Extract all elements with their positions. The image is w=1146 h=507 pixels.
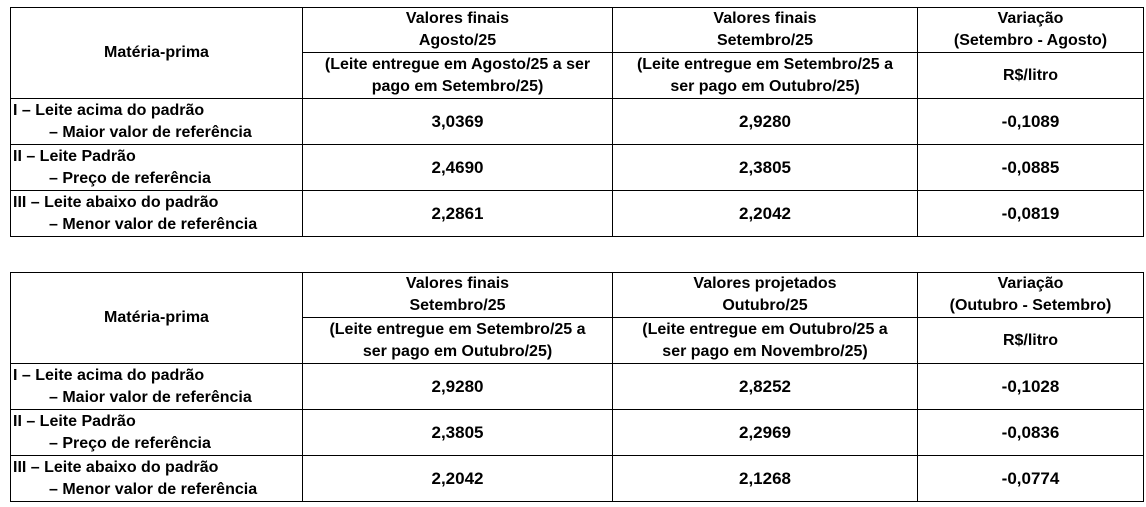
table-row — [11, 191, 1144, 237]
value-cell: 2,3805 — [303, 410, 613, 456]
variation-cell: -0,1089 — [918, 99, 1144, 145]
header-col3-line2: (Outubro - Setembro) — [949, 297, 1112, 314]
variation-cell: -0,0836 — [918, 410, 1144, 456]
row-label-line2: – Maior valor de referência — [49, 123, 252, 141]
header-col3-line1: Variação — [997, 10, 1064, 27]
table-row — [11, 410, 1144, 456]
value-cell: 2,1268 — [613, 456, 918, 502]
header-col3-line2: (Setembro - Agosto) — [953, 32, 1108, 49]
row-label — [11, 191, 303, 237]
value-cell: 2,2042 — [303, 456, 613, 502]
variation-cell: -0,0885 — [918, 145, 1144, 191]
table-row — [11, 364, 1144, 410]
header-col2 — [613, 273, 918, 318]
value-cell: 2,8252 — [613, 364, 918, 410]
header-col2-line2: Outubro/25 — [722, 297, 808, 314]
row-label-line2: – Preço de referência — [49, 169, 211, 187]
row-label-line2: – Menor valor de referência — [49, 480, 258, 498]
header-col1 — [303, 8, 613, 53]
value-cell: 2,3805 — [613, 145, 918, 191]
subheader-col2-line2: ser pago em Outubro/25) — [670, 77, 860, 95]
row-label — [11, 410, 303, 456]
subheader-col2-line1: (Leite entregue em Outubro/25 a — [642, 320, 888, 338]
header-col2-line1: Valores finais — [713, 10, 817, 27]
variation-cell: -0,0774 — [918, 456, 1144, 502]
header-col2 — [613, 8, 918, 53]
value-cell: 3,0369 — [303, 99, 613, 145]
table-row — [11, 456, 1144, 502]
value-cell: 2,9280 — [303, 364, 613, 410]
subheader-col2-line2: ser pago em Novembro/25) — [662, 342, 868, 360]
row-label-line1: II – Leite Padrão — [13, 147, 136, 165]
row-label — [11, 145, 303, 191]
header-col3 — [918, 8, 1144, 53]
header-col3 — [918, 273, 1144, 318]
header-col3-line1: Variação — [997, 275, 1064, 292]
row-label — [11, 364, 303, 410]
subheader-col1-line1: (Leite entregue em Setembro/25 a — [329, 320, 586, 338]
table-row — [11, 99, 1144, 145]
subheader-col2 — [613, 318, 918, 364]
row-label-line1: II – Leite Padrão — [13, 412, 136, 430]
value-cell: 2,2861 — [303, 191, 613, 237]
value-cell: 2,9280 — [613, 99, 918, 145]
subheader-col1 — [303, 318, 613, 364]
header-row — [11, 273, 1144, 318]
price-table-agosto-setembro — [10, 7, 1144, 237]
header-col1-line2: Setembro/25 — [409, 297, 506, 314]
value-cell: 2,2042 — [613, 191, 918, 237]
subheader-unit: R$/litro — [918, 53, 1144, 99]
header-col2-line1: Valores projetados — [693, 275, 837, 292]
header-col1 — [303, 273, 613, 318]
row-label — [11, 99, 303, 145]
header-row — [11, 8, 1144, 53]
row-label-line1: I – Leite acima do padrão — [13, 366, 205, 384]
header-materia-prima: Matéria-prima — [11, 273, 303, 364]
subheader-col2 — [613, 53, 918, 99]
row-label-line1: III – Leite abaixo do padrão — [13, 193, 219, 211]
subheader-col1-line1: (Leite entregue em Agosto/25 a ser — [324, 55, 591, 73]
header-materia-prima: Matéria-prima — [11, 8, 303, 99]
header-col2-line2: Setembro/25 — [716, 32, 814, 49]
header-col1-line1: Valores finais — [405, 10, 510, 27]
row-label-line2: – Menor valor de referência — [49, 215, 258, 233]
row-label — [11, 456, 303, 502]
subheader-col1-line2: ser pago em Outubro/25) — [362, 342, 553, 360]
subheader-col2-line1: (Leite entregue em Setembro/25 a — [636, 55, 894, 73]
row-label-line2: – Maior valor de referência — [49, 388, 252, 406]
row-label-line2: – Preço de referência — [49, 434, 211, 452]
row-label-line1: III – Leite abaixo do padrão — [13, 458, 219, 476]
subheader-col1-line2: pago em Setembro/25) — [371, 77, 544, 95]
price-table-setembro-outubro — [10, 272, 1144, 502]
subheader-unit: R$/litro — [918, 318, 1144, 364]
row-label-line1: I – Leite acima do padrão — [13, 101, 205, 119]
table-row — [11, 145, 1144, 191]
value-cell: 2,4690 — [303, 145, 613, 191]
header-col1-line2: Agosto/25 — [418, 32, 497, 49]
header-col1-line1: Valores finais — [405, 275, 510, 292]
variation-cell: -0,0819 — [918, 191, 1144, 237]
subheader-col1 — [303, 53, 613, 99]
value-cell: 2,2969 — [613, 410, 918, 456]
variation-cell: -0,1028 — [918, 364, 1144, 410]
